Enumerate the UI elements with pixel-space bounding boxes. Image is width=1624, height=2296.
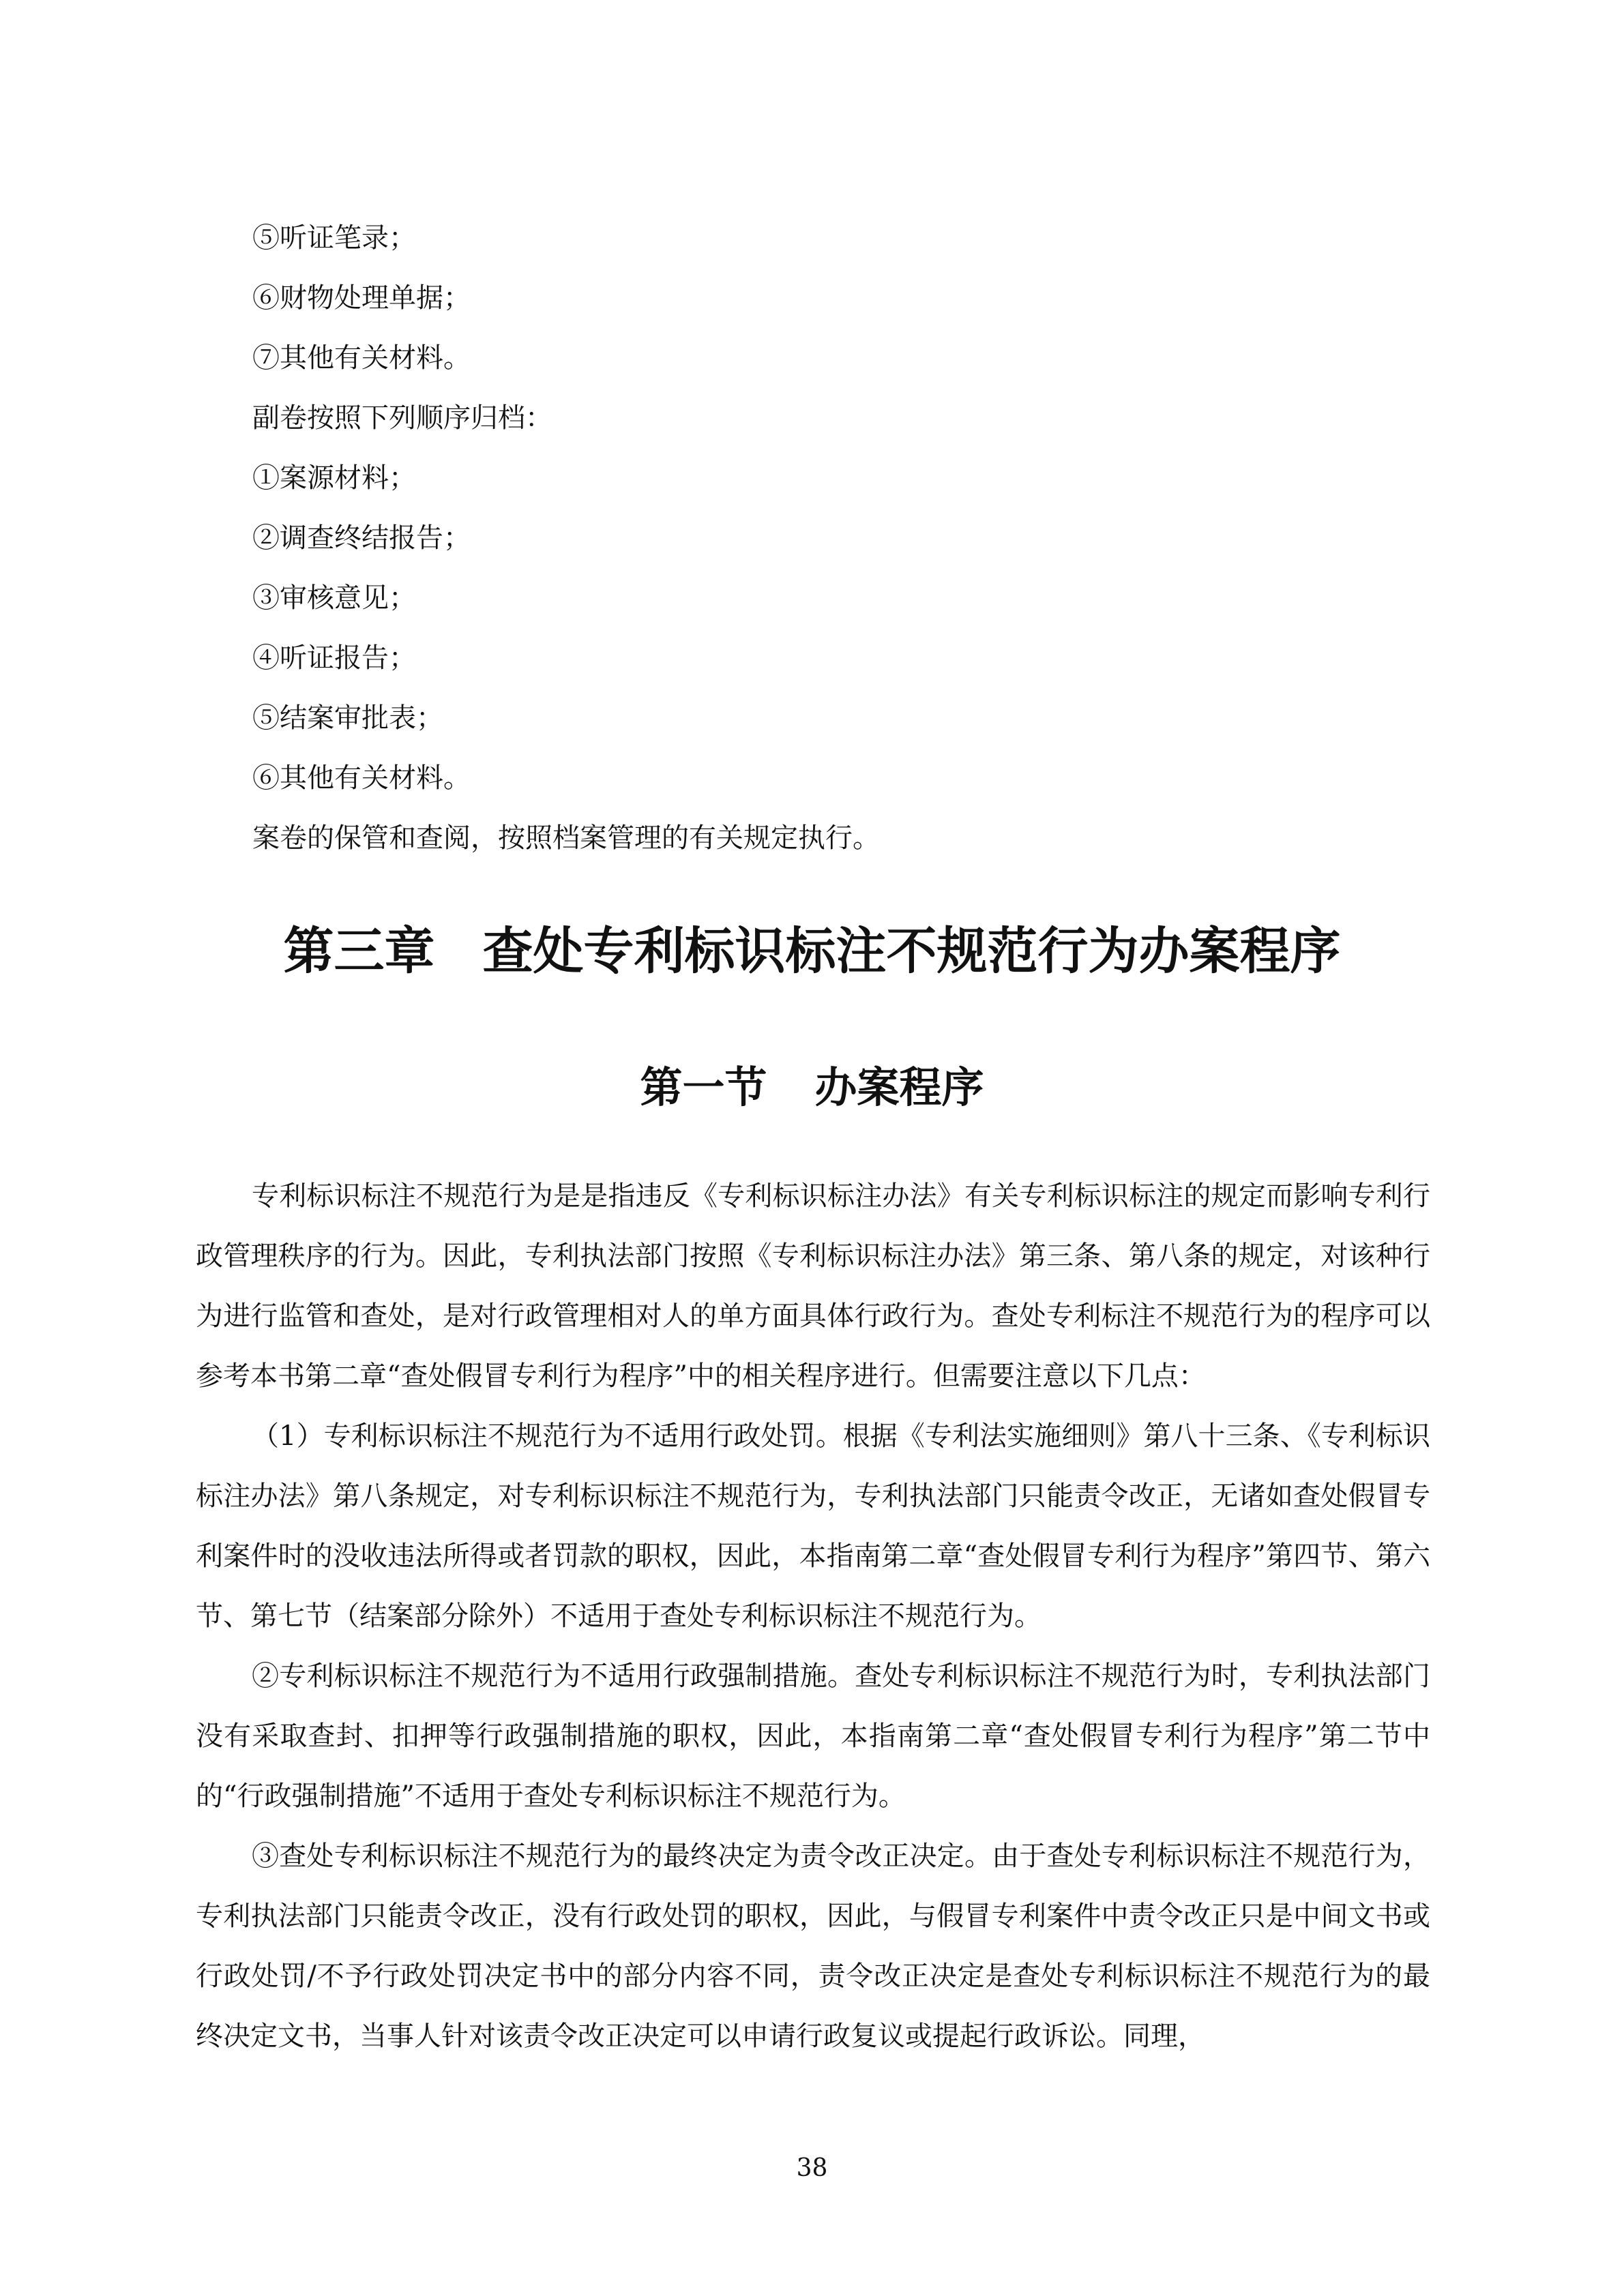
chapter-title bbox=[0, 914, 1624, 989]
chapter-heading: 查处专利标识标注不规范行为办案程序 bbox=[482, 922, 1341, 981]
list-item: 案卷的保管和查阅，按照档案管理的有关规定执行。 bbox=[252, 822, 880, 854]
list-item: ④听证报告； bbox=[252, 642, 416, 674]
list-item: ⑥其他有关材料。 bbox=[252, 762, 471, 794]
list-item: ①案源材料； bbox=[252, 462, 416, 494]
chapter-number: 第三章 bbox=[283, 922, 435, 981]
body-text bbox=[196, 1166, 1430, 2066]
list-item: ②调查终结报告； bbox=[252, 522, 471, 554]
section-title bbox=[0, 1054, 1624, 1122]
paragraph: （1）专利标识标注不规范行为不适用行政处罚。根据《专利法实施细则》第八十三条、《专利标识标注办法》第八条规定，对专利标识标注不规范行为，专利执法部门只能责令改正，无诸如查处假冒专利案件时的没收违法所得或者罚款的职权，因此，本指南第二章“查处假冒专利行为程序”第四节、第六节、第七节（结案部分除外）不适用于查处专利标识标注不规范行为。 bbox=[196, 1420, 1430, 1632]
page-number: 38 bbox=[796, 2154, 828, 2182]
paragraph: ③查处专利标识标注不规范行为的最终决定为责令改正决定。由于查处专利标识标注不规范行为，专利执法部门只能责令改正，没有行政处罚的职权，因此，与假冒专利案件中责令改正只是中间文书或行政处罚/不予行政处罚决定书中的部分内容不同，责令改正决定是查处专利标识标注不规范行为的最终决定文书，当事人针对该责令改正决定可以申请行政复议或提起行政诉讼。同理， bbox=[196, 1840, 1430, 2052]
list-item: ⑥财物处理单据； bbox=[252, 282, 471, 314]
list-item: ⑤听证笔录； bbox=[252, 222, 416, 254]
paragraph: ②专利标识标注不规范行为不适用行政强制措施。查处专利标识标注不规范行为时，专利执法部门没有采取查封、扣押等行政强制措施的职权，因此，本指南第二章“查处假冒专利行为程序”第二节中的“行政强制措施”不适用于查处专利标识标注不规范行为。 bbox=[196, 1660, 1430, 1812]
section-number: 第一节 bbox=[640, 1062, 767, 1112]
list-item: ⑤结案审批表； bbox=[252, 702, 443, 734]
paragraph: 专利标识标注不规范行为是是指违反《专利标识标注办法》有关专利标识标注的规定而影响专利行政管理秩序的行为。因此，专利执法部门按照《专利标识标注办法》第三条、第八条的规定，对该种行为进行监管和查处，是对行政管理相对人的单方面具体行政行为。查处专利标注不规范行为的程序可以参考本书第二章“查处假冒专利行为程序”中的相关程序进行。但需要注意以下几点： bbox=[196, 1180, 1430, 1392]
archive-list bbox=[252, 208, 1412, 868]
list-item: ⑦其他有关材料。 bbox=[252, 342, 471, 374]
list-item: ③审核意见； bbox=[252, 582, 416, 614]
section-heading: 办案程序 bbox=[814, 1062, 984, 1112]
list-item: 副卷按照下列顺序归档： bbox=[252, 402, 552, 434]
